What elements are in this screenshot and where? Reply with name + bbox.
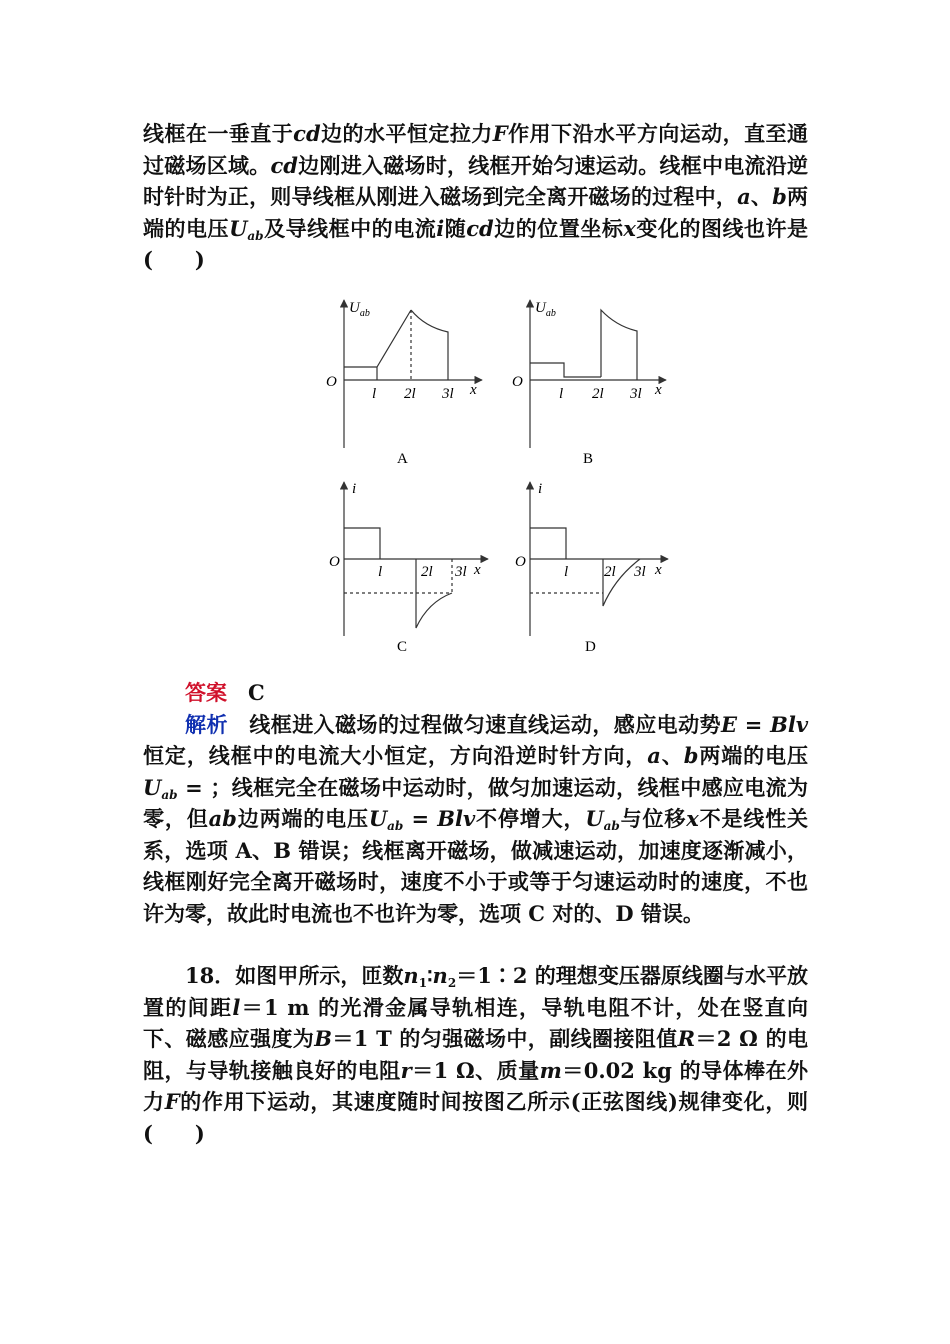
graph-c-tick-l: l <box>378 564 383 580</box>
analysis-text: 解析 线框进入磁场的过程做匀速直线运动，感应电动势E = Blv恒定，线框中的电流大小恒定，方向沿逆时针方向，a、b两端的电压$U_{ab}$ = ；线框完全在磁场中运动时，做匀加速运动，线框中感应电流为零，但ab边两端的电压$U_{ab}$ = Blv不停增大，$U_{ab}$与位移x不是线性关系，选项 A、B 错误；线框离开磁场，做减速运动，加速度逐渐减小，线框刚好完全离开磁场时，速度不小于或等于匀速运动时的速度，不也许为零，故此时电流也不也许为零，选项 C 对的、D 错误。 <box>143 711 809 926</box>
graph-b-curve <box>530 363 601 377</box>
graph-c-xlabel: x <box>474 562 481 578</box>
graph-b-ylabel: $U_{ab}$ <box>535 300 556 319</box>
graph-b-tick-3l: 3l <box>630 386 642 402</box>
answer-value: C <box>248 680 265 705</box>
graph-d-xlabel: x <box>655 562 662 578</box>
graph-b-tick-2l: 2l <box>592 386 604 402</box>
graph-c-tick-3l: 3l <box>455 564 467 580</box>
graph-a-ylabel: $U_{ab}$ <box>349 300 370 319</box>
graph-c-decay-curve <box>416 559 452 628</box>
graph-d-origin: O <box>515 554 526 570</box>
graph-c-caption: C <box>397 639 408 655</box>
graph-a-tick-l: l <box>372 386 377 402</box>
graph-b-xlabel: x <box>655 382 662 398</box>
graph-a-decay-curve <box>411 310 448 380</box>
graph-d <box>530 482 668 636</box>
graph-a-tick-3l: 3l <box>442 386 454 402</box>
graph-c-curve <box>344 528 380 559</box>
answer-section <box>143 677 808 929</box>
answer-label: 答案 <box>185 680 227 705</box>
graph-b-decay-curve <box>601 310 637 380</box>
answer-line <box>143 677 808 709</box>
graph-a <box>344 300 482 448</box>
graph-b <box>530 300 666 448</box>
graph-d-caption: D <box>585 639 596 655</box>
graph-c-tick-2l: 2l <box>421 564 433 580</box>
graph-a-caption: A <box>397 451 408 467</box>
graph-d-ylabel: i <box>538 481 543 497</box>
question-18 <box>143 960 808 1149</box>
graph-c <box>344 482 488 636</box>
analysis-label: 解析 <box>185 711 228 737</box>
graph-a-curve <box>344 310 411 367</box>
question-17-text: 线框在一垂直于cd边的水平恒定拉力F作用下沿水平方向运动，直至通过磁场区域。cd边刚进入磁场时，线框开始匀速运动。线框中电流沿逆时针时为正，则导线框从刚进入磁场到完全离开磁场的过程中，a、b两端的电压$U_{ab}$及导线框中的电流i随cd边的位置坐标x变化的图线也许是( ) <box>143 121 809 272</box>
graph-d-decay-curve <box>603 559 640 606</box>
graph-b-origin: O <box>512 374 523 390</box>
graph-b-tick-l: l <box>559 386 564 402</box>
graph-c-ylabel: i <box>352 481 357 497</box>
graph-a-tick-2l: 2l <box>404 386 416 402</box>
graph-d-tick-3l: 3l <box>634 564 646 580</box>
graph-d-tick-2l: 2l <box>604 564 616 580</box>
graph-c-origin: O <box>329 554 340 570</box>
graph-d-tick-l: l <box>564 564 569 580</box>
graph-d-curve <box>530 528 566 559</box>
graph-a-xlabel: x <box>470 382 477 398</box>
question-17 <box>143 118 808 276</box>
graph-b-caption: B <box>583 451 594 467</box>
question-18-text: 18．如图甲所示，匝数$n_1∶n_2=1∶2$ 的理想变压器原线圈与水平放置的间距l＝1 m 的光滑金属导轨相连，导轨电阻不计，处在竖直向下、磁感应强度为B＝1 T 的匀强磁场中，副线圈接阻值R＝2 Ω 的电阻，与导轨接触良好的电阻r＝1 Ω、质量m＝0.02 kg 的导体棒在外力F的作用下运动，其速度随时间按图乙所示(正弦图线)规律变化，则( ) <box>143 963 809 1146</box>
graph-a-origin: O <box>326 374 337 390</box>
